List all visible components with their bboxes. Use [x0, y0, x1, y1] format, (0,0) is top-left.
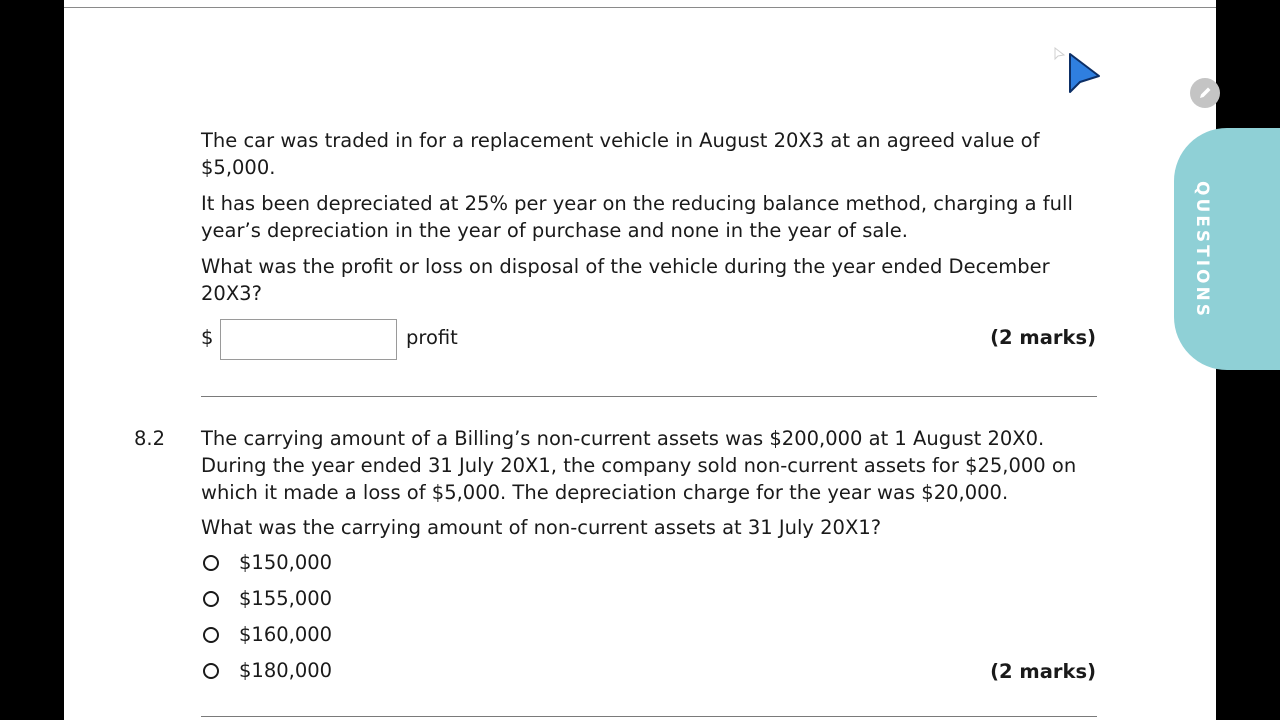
option-label: $160,000	[239, 623, 333, 646]
radio-button[interactable]	[203, 555, 219, 571]
q81-paragraph-2: It has been depreciated at 25% per year on the reducing balance method, charging a full year’s depreciation in the year of purchase and none in the year of sale.	[201, 192, 1073, 242]
answer-suffix: profit	[406, 326, 458, 349]
answer-input[interactable]	[220, 319, 397, 360]
option-150000[interactable]	[201, 549, 332, 576]
document-page	[64, 0, 1216, 720]
section-divider	[201, 396, 1097, 397]
question-number: 8.2	[134, 427, 166, 450]
bottom-divider	[201, 716, 1097, 717]
currency-symbol: $	[201, 326, 214, 349]
q82-marks: (2 marks)	[990, 660, 1096, 683]
cursor-ghost-icon	[1054, 47, 1066, 61]
option-180000[interactable]	[201, 657, 332, 684]
q82-paragraph-1: The carrying amount of a Billing’s non-current assets was $200,000 at 1 August 20X0. During the year ended 31 July 20X1, the company sold non-current assets for $25,000 on which it made a loss of $5,000. The depreciation charge for the year was $20,000.	[201, 427, 1077, 504]
option-label: $180,000	[239, 659, 333, 682]
top-divider	[64, 7, 1216, 8]
option-label: $150,000	[239, 551, 333, 574]
option-155000[interactable]	[201, 585, 332, 612]
option-label: $155,000	[239, 587, 333, 610]
q82-question-prompt: What was the carrying amount of non-current assets at 31 July 20X1?	[201, 516, 882, 539]
radio-button[interactable]	[203, 627, 219, 643]
radio-button[interactable]	[203, 663, 219, 679]
q81-paragraph-1: The car was traded in for a replacement vehicle in August 20X3 at an agreed value of $5,000.	[201, 129, 1040, 179]
questions-tab-label: QUESTIONS	[1192, 181, 1212, 319]
radio-button[interactable]	[203, 591, 219, 607]
pencil-icon	[1197, 85, 1213, 101]
mouse-pointer-icon	[1068, 52, 1102, 96]
edit-button[interactable]	[1190, 78, 1220, 108]
q81-paragraph-3: What was the profit or loss on disposal of the vehicle during the year ended December 20X3?	[201, 255, 1050, 305]
option-160000[interactable]	[201, 621, 332, 648]
q81-marks: (2 marks)	[990, 326, 1096, 349]
